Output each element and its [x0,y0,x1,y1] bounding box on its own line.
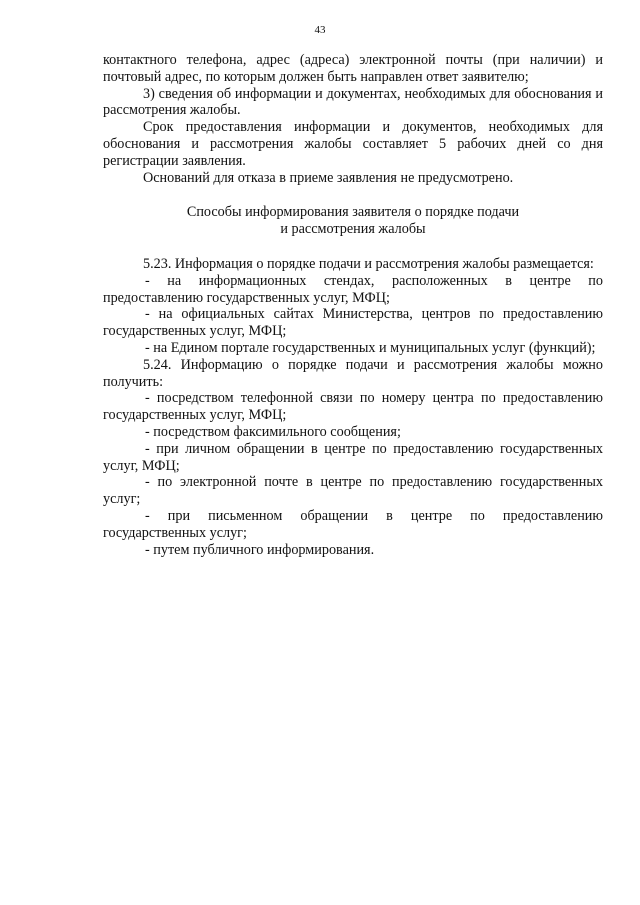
page-number: 43 [314,24,326,36]
list-item: - на информационных стендах, расположенных в центре по предоставлению государственных услуг, МФЦ; [103,272,603,306]
list-item: - при личном обращении в центре по предоставлению государственных услуг, МФЦ; [103,440,603,474]
list-item: - посредством телефонной связи по номеру центра по предоставлению государственных услуг, МФЦ; [103,390,603,424]
list-item: - на Едином портале государственных и муниципальных услуг (функций); [145,339,596,356]
document-body [103,52,603,558]
list-item: - по электронной почте в центре по предоставлению государственных услуг; [103,474,603,508]
list-item: - посредством факсимильного сообщения; [145,423,401,440]
list-item: - на официальных сайтах Министерства, центров по предоставлению государственных услуг, МФЦ; [103,306,603,340]
list-item: - при письменном обращении в центре по предоставлению государственных услуг; [103,507,603,541]
list-item: - путем публичного информирования. [145,541,375,558]
paragraph-5-24: 5.24. Информацию о порядке подачи и рассмотрения жалобы можно получить: [103,356,603,390]
paragraph-5-23: 5.23. Информация о порядке подачи и рассмотрения жалобы размещается: [143,255,594,272]
paragraph-deadline: Срок предоставления информации и документов, необходимых для обоснования и рассмотрения жалобы составляет 5 рабочих дней со дня регистрации заявления. [103,119,603,169]
paragraph-no-refusal: Оснований для отказа в приеме заявления не предусмотрено. [143,169,514,186]
section-heading-line-1: Способы информирования заявителя о порядке подачи [186,204,520,221]
paragraph-contact-info: контактного телефона, адрес (адреса) электронной почты (при наличии) и почтовый адрес, по которым должен быть направлен ответ заявителю; [103,52,603,85]
paragraph-item-3: 3) сведения об информации и документах, необходимых для обоснования и рассмотрения жалобы. [103,85,603,119]
section-heading [103,204,603,238]
section-heading-line-2: и рассмотрения жалобы [280,221,426,238]
